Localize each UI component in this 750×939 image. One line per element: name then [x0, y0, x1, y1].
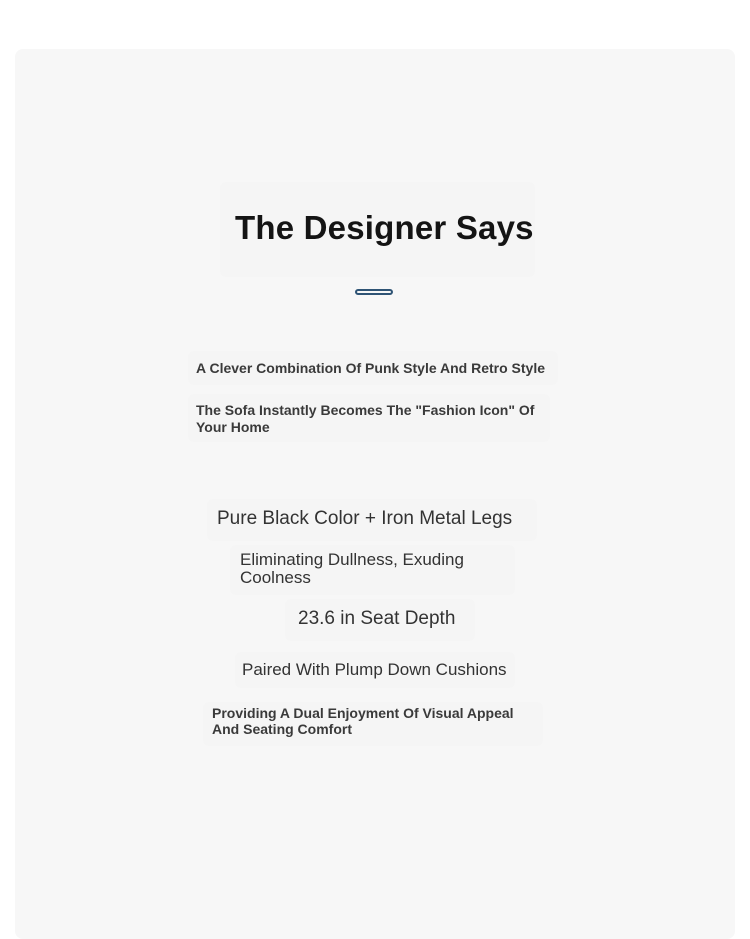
feature-cushions: Paired With Plump Down Cushions — [242, 660, 507, 679]
intro-line-2: The Sofa Instantly Becomes The "Fashion Icon" Of Your Home — [196, 402, 535, 435]
feature-seat-depth: 23.6 in Seat Depth — [298, 608, 456, 629]
feature-cushions-desc: Providing A Dual Enjoyment Of Visual Appeal And Seating Comfort — [212, 705, 514, 737]
title-divider — [355, 289, 393, 295]
feature-color-legs-desc: Eliminating Dullness, Exuding Coolness — [240, 550, 464, 587]
designer-says-panel — [15, 49, 735, 939]
intro-line-1: A Clever Combination Of Punk Style And Retro Style — [196, 360, 546, 376]
section-title: The Designer Says — [235, 209, 534, 246]
feature-color-legs: Pure Black Color + Iron Metal Legs — [217, 508, 513, 529]
